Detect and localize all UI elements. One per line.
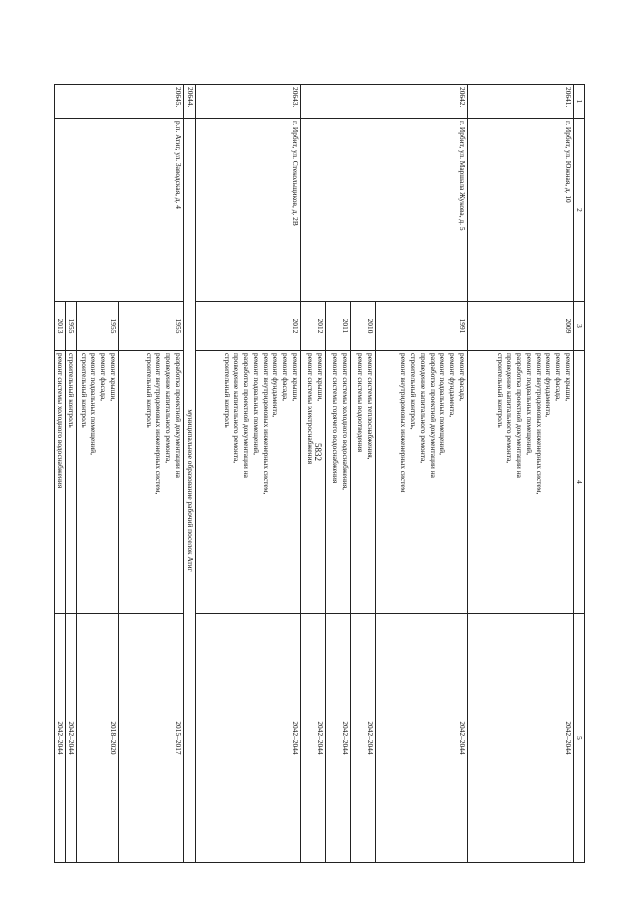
- work-item: разработка проектной документации на: [515, 353, 525, 478]
- work-item: ремонт внутридомовых инженерных систем,: [261, 353, 271, 495]
- period-cell: 2042–2044: [376, 614, 468, 863]
- work-item: ремонт системы холодного водоснабжения: [56, 353, 65, 489]
- header-cell: 1: [574, 85, 585, 119]
- year-cell: 2012: [301, 302, 326, 351]
- work-item: ремонт фасада,: [458, 353, 467, 401]
- address-cell: г. Ирбит, ул. Южная, д. 10: [468, 119, 574, 302]
- header-cell: 5: [574, 614, 585, 863]
- work-item: ремонт внутридомовых инженерных систем,: [534, 353, 544, 495]
- work-item: проведение капитального ремонта,: [418, 353, 428, 464]
- work-item: ремонт крыши,: [564, 353, 573, 402]
- work-item: разработка проектной документации на: [242, 353, 252, 478]
- works-cell: [77, 351, 119, 614]
- work-item: ремонт подвальных помещений,: [89, 353, 99, 455]
- work-item: разработка проектной документации на: [428, 353, 438, 478]
- work-item: строительный контроль: [144, 353, 154, 428]
- work-item: ремонт подвальных помещений,: [524, 353, 534, 455]
- period-cell: 2042–2044: [326, 614, 351, 863]
- works-cell: [119, 351, 184, 614]
- document: [56, 84, 585, 862]
- work-item: проведение капитального ремонта,: [232, 353, 242, 464]
- row-number: 20643.: [196, 85, 301, 119]
- period-cell: 2042–2044: [66, 614, 77, 863]
- works-cell: [196, 351, 301, 614]
- work-item: ремонт системы горячего водоснабжения: [331, 353, 341, 484]
- table-row: [468, 85, 574, 863]
- work-item: строительный контроль,: [409, 353, 419, 430]
- year-cell: 1955: [119, 302, 184, 351]
- work-item: ремонт фундамента,: [544, 353, 554, 418]
- works-cell: [55, 351, 66, 614]
- work-item: ремонт внутридомовых инженерных систем,: [154, 353, 164, 495]
- address-cell: г. Ирбит, ул. Стекольщиков, д. 2В: [196, 119, 301, 302]
- work-item: строительный контроль: [79, 353, 89, 428]
- work-item: ремонт системы водоотведения: [356, 353, 366, 453]
- municipality-heading: муниципальное образование рабочий поселок Атиг: [184, 119, 196, 863]
- header-cell: 3: [574, 302, 585, 351]
- work-item: ремонт фундамента,: [271, 353, 281, 418]
- table-row: [119, 85, 184, 863]
- year-cell: 1955: [77, 302, 119, 351]
- year-cell: 1955: [66, 302, 77, 351]
- works-cell: [326, 351, 351, 614]
- header-cell: 4: [574, 351, 585, 614]
- row-number: 20642.: [301, 85, 468, 119]
- work-item: ремонт системы электроснабжения: [306, 353, 316, 464]
- work-item: ремонт крыши,: [316, 353, 325, 402]
- period-cell: 2042–2044: [55, 614, 66, 863]
- work-item: ремонт системы холодного водоснабжения,: [341, 353, 350, 490]
- row-number: 20641.: [468, 85, 574, 119]
- period-cell: 2042–2044: [351, 614, 376, 863]
- work-item: ремонт фасада,: [281, 353, 291, 401]
- repair-schedule-table: [54, 84, 585, 863]
- work-item: ремонт системы теплоснабжения,: [366, 353, 375, 460]
- work-item: ремонт фасада,: [554, 353, 564, 401]
- work-item: ремонт крыши,: [109, 353, 118, 402]
- works-cell: [301, 351, 326, 614]
- work-item: строительный контроль: [495, 353, 505, 428]
- year-cell: 2013: [55, 302, 66, 351]
- period-cell: 2015–2017: [119, 614, 184, 863]
- works-cell: [66, 351, 77, 614]
- header-row: [574, 85, 585, 863]
- row-number: 20644.: [184, 85, 196, 119]
- period-cell: 2042–2044: [468, 614, 574, 863]
- works-cell: [468, 351, 574, 614]
- work-item: строительный контроль: [222, 353, 232, 428]
- work-item: ремонт внутридомовых инженерных систем: [399, 353, 409, 493]
- work-item: ремонт подвальных помещений,: [251, 353, 261, 455]
- table-row: [184, 85, 196, 863]
- year-cell: 1991: [376, 302, 468, 351]
- work-item: проведение капитального ремонта,: [164, 353, 174, 464]
- work-item: ремонт крыши,: [291, 353, 300, 402]
- year-cell: 2009: [468, 302, 574, 351]
- address-cell: г. Ирбит, ул. Маршала Жукова, д. 5: [301, 119, 468, 302]
- period-cell: 2042–2044: [301, 614, 326, 863]
- work-item: ремонт фасада,: [99, 353, 109, 401]
- period-cell: 2018–2020: [77, 614, 119, 863]
- work-item: проведение капитального ремонта,: [505, 353, 515, 464]
- work-item: строительный контроль: [67, 353, 76, 428]
- work-item: разработка проектной документации на: [174, 353, 183, 478]
- works-cell: [351, 351, 376, 614]
- year-cell: 2011: [326, 302, 351, 351]
- work-item: ремонт подвальных помещений,: [438, 353, 448, 455]
- year-cell: 2010: [351, 302, 376, 351]
- period-cell: 2042–2044: [196, 614, 301, 863]
- table-row: [196, 85, 301, 863]
- row-number: 20645.: [55, 85, 184, 119]
- year-cell: 2012: [196, 302, 301, 351]
- page-number: 5832: [313, 443, 323, 461]
- work-item: ремонт фундамента,: [448, 353, 458, 418]
- rotated-table-wrapper: [56, 84, 585, 862]
- works-cell: [376, 351, 468, 614]
- table-row: [376, 85, 468, 863]
- address-cell: р.п. Атиг, ул. Заводская, д. 4: [55, 119, 184, 302]
- header-cell: 2: [574, 119, 585, 302]
